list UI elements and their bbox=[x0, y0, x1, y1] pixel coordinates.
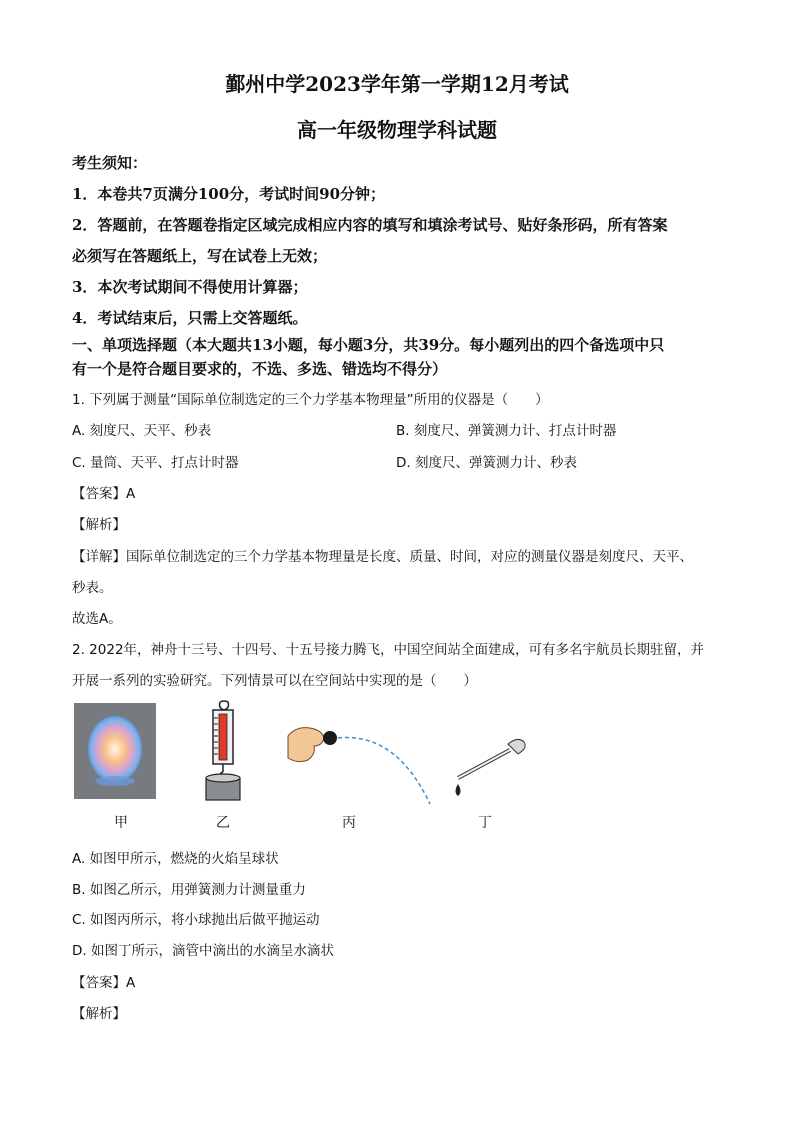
answer-value: A bbox=[126, 486, 136, 502]
notice-item-2: 2．答题前，在答题卷指定区域完成相应内容的填写和填涂考试号、贴好条形码，所有答案 bbox=[72, 216, 668, 234]
q1-analysis-tag: 【解析】 bbox=[72, 517, 126, 533]
figure-label-ding: 丁 bbox=[478, 815, 492, 831]
section-heading-line2: 有一个是符合题目要求的，不选、多选、错选均不得分） bbox=[72, 360, 448, 378]
flame-icon bbox=[74, 703, 156, 799]
flame-figure bbox=[74, 703, 156, 799]
spring-scale-icon bbox=[196, 700, 252, 804]
dropper-icon bbox=[448, 738, 532, 800]
q2-option-b: B. 如图乙所示，用弹簧测力计测量重力 bbox=[72, 882, 306, 898]
projectile-figure bbox=[286, 722, 436, 806]
q1-option-d: D. 刻度尺、弹簧测力计、秒表 bbox=[396, 455, 577, 471]
answer-value: A bbox=[126, 975, 136, 991]
q1-detail-cont: 秒表。 bbox=[72, 580, 113, 596]
q1-detail bbox=[72, 545, 693, 565]
figure-label-jia: 甲 bbox=[114, 815, 128, 831]
projectile-icon bbox=[286, 722, 436, 806]
answer-tag: 【答案】 bbox=[72, 486, 126, 502]
exam-title: 鄞州中学2023学年第一学期12月考试 bbox=[225, 72, 569, 96]
q1-answer bbox=[72, 482, 135, 502]
q2-stem-line2: 开展一系列的实验研究。下列情景可以在空间站中实现的是（ ） bbox=[72, 673, 477, 689]
notice-item-1: 1．本卷共7页满分100分，考试时间90分钟； bbox=[72, 185, 386, 203]
q2-answer bbox=[72, 971, 135, 991]
q2-stem-line1: 2. 2022年，神舟十三号、十四号、十五号接力腾飞，中国空间站全面建成，可有多名宇航员长期驻留，并 bbox=[72, 642, 705, 658]
detail-tag: 【详解】 bbox=[72, 549, 126, 565]
notice-item-4: 4．考试结束后，只需上交答题纸。 bbox=[72, 309, 308, 327]
detail-text: 国际单位制选定的三个力学基本物理量是长度、质量、时间，对应的测量仪器是刻度尺、天平、 bbox=[126, 549, 693, 565]
q2-option-a: A. 如图甲所示，燃烧的火焰呈球状 bbox=[72, 851, 279, 867]
q2-option-c: C. 如图丙所示，将小球抛出后做平抛运动 bbox=[72, 912, 320, 928]
notice-heading: 考生须知： bbox=[72, 154, 148, 172]
exam-subtitle: 高一年级物理学科试题 bbox=[297, 118, 497, 142]
answer-tag: 【答案】 bbox=[72, 975, 126, 991]
figure-label-bing: 丙 bbox=[342, 815, 356, 831]
notice-item-2-cont: 必须写在答题纸上，写在试卷上无效； bbox=[72, 247, 328, 265]
section-heading-line1: 一、单项选择题（本大题共13小题，每小题3分，共39分。每小题列出的四个备选项中只 bbox=[72, 336, 665, 354]
q1-option-a: A. 刻度尺、天平、秒表 bbox=[72, 423, 212, 439]
dropper-figure bbox=[448, 738, 532, 800]
notice-item-3: 3．本次考试期间不得使用计算器； bbox=[72, 278, 308, 296]
q1-option-b: B. 刻度尺、弹簧测力计、打点计时器 bbox=[396, 423, 617, 439]
q2-option-d: D. 如图丁所示，滴管中滴出的水滴呈水滴状 bbox=[72, 943, 334, 959]
spring-scale-figure bbox=[196, 700, 252, 804]
q2-analysis-tag: 【解析】 bbox=[72, 1006, 126, 1022]
q1-conclusion: 故选A。 bbox=[72, 611, 122, 627]
q1-option-c: C. 量筒、天平、打点计时器 bbox=[72, 455, 239, 471]
q1-stem: 1. 下列属于测量“国际单位制选定的三个力学基本物理量”所用的仪器是（ ） bbox=[72, 392, 549, 408]
figure-label-yi: 乙 bbox=[216, 815, 230, 831]
